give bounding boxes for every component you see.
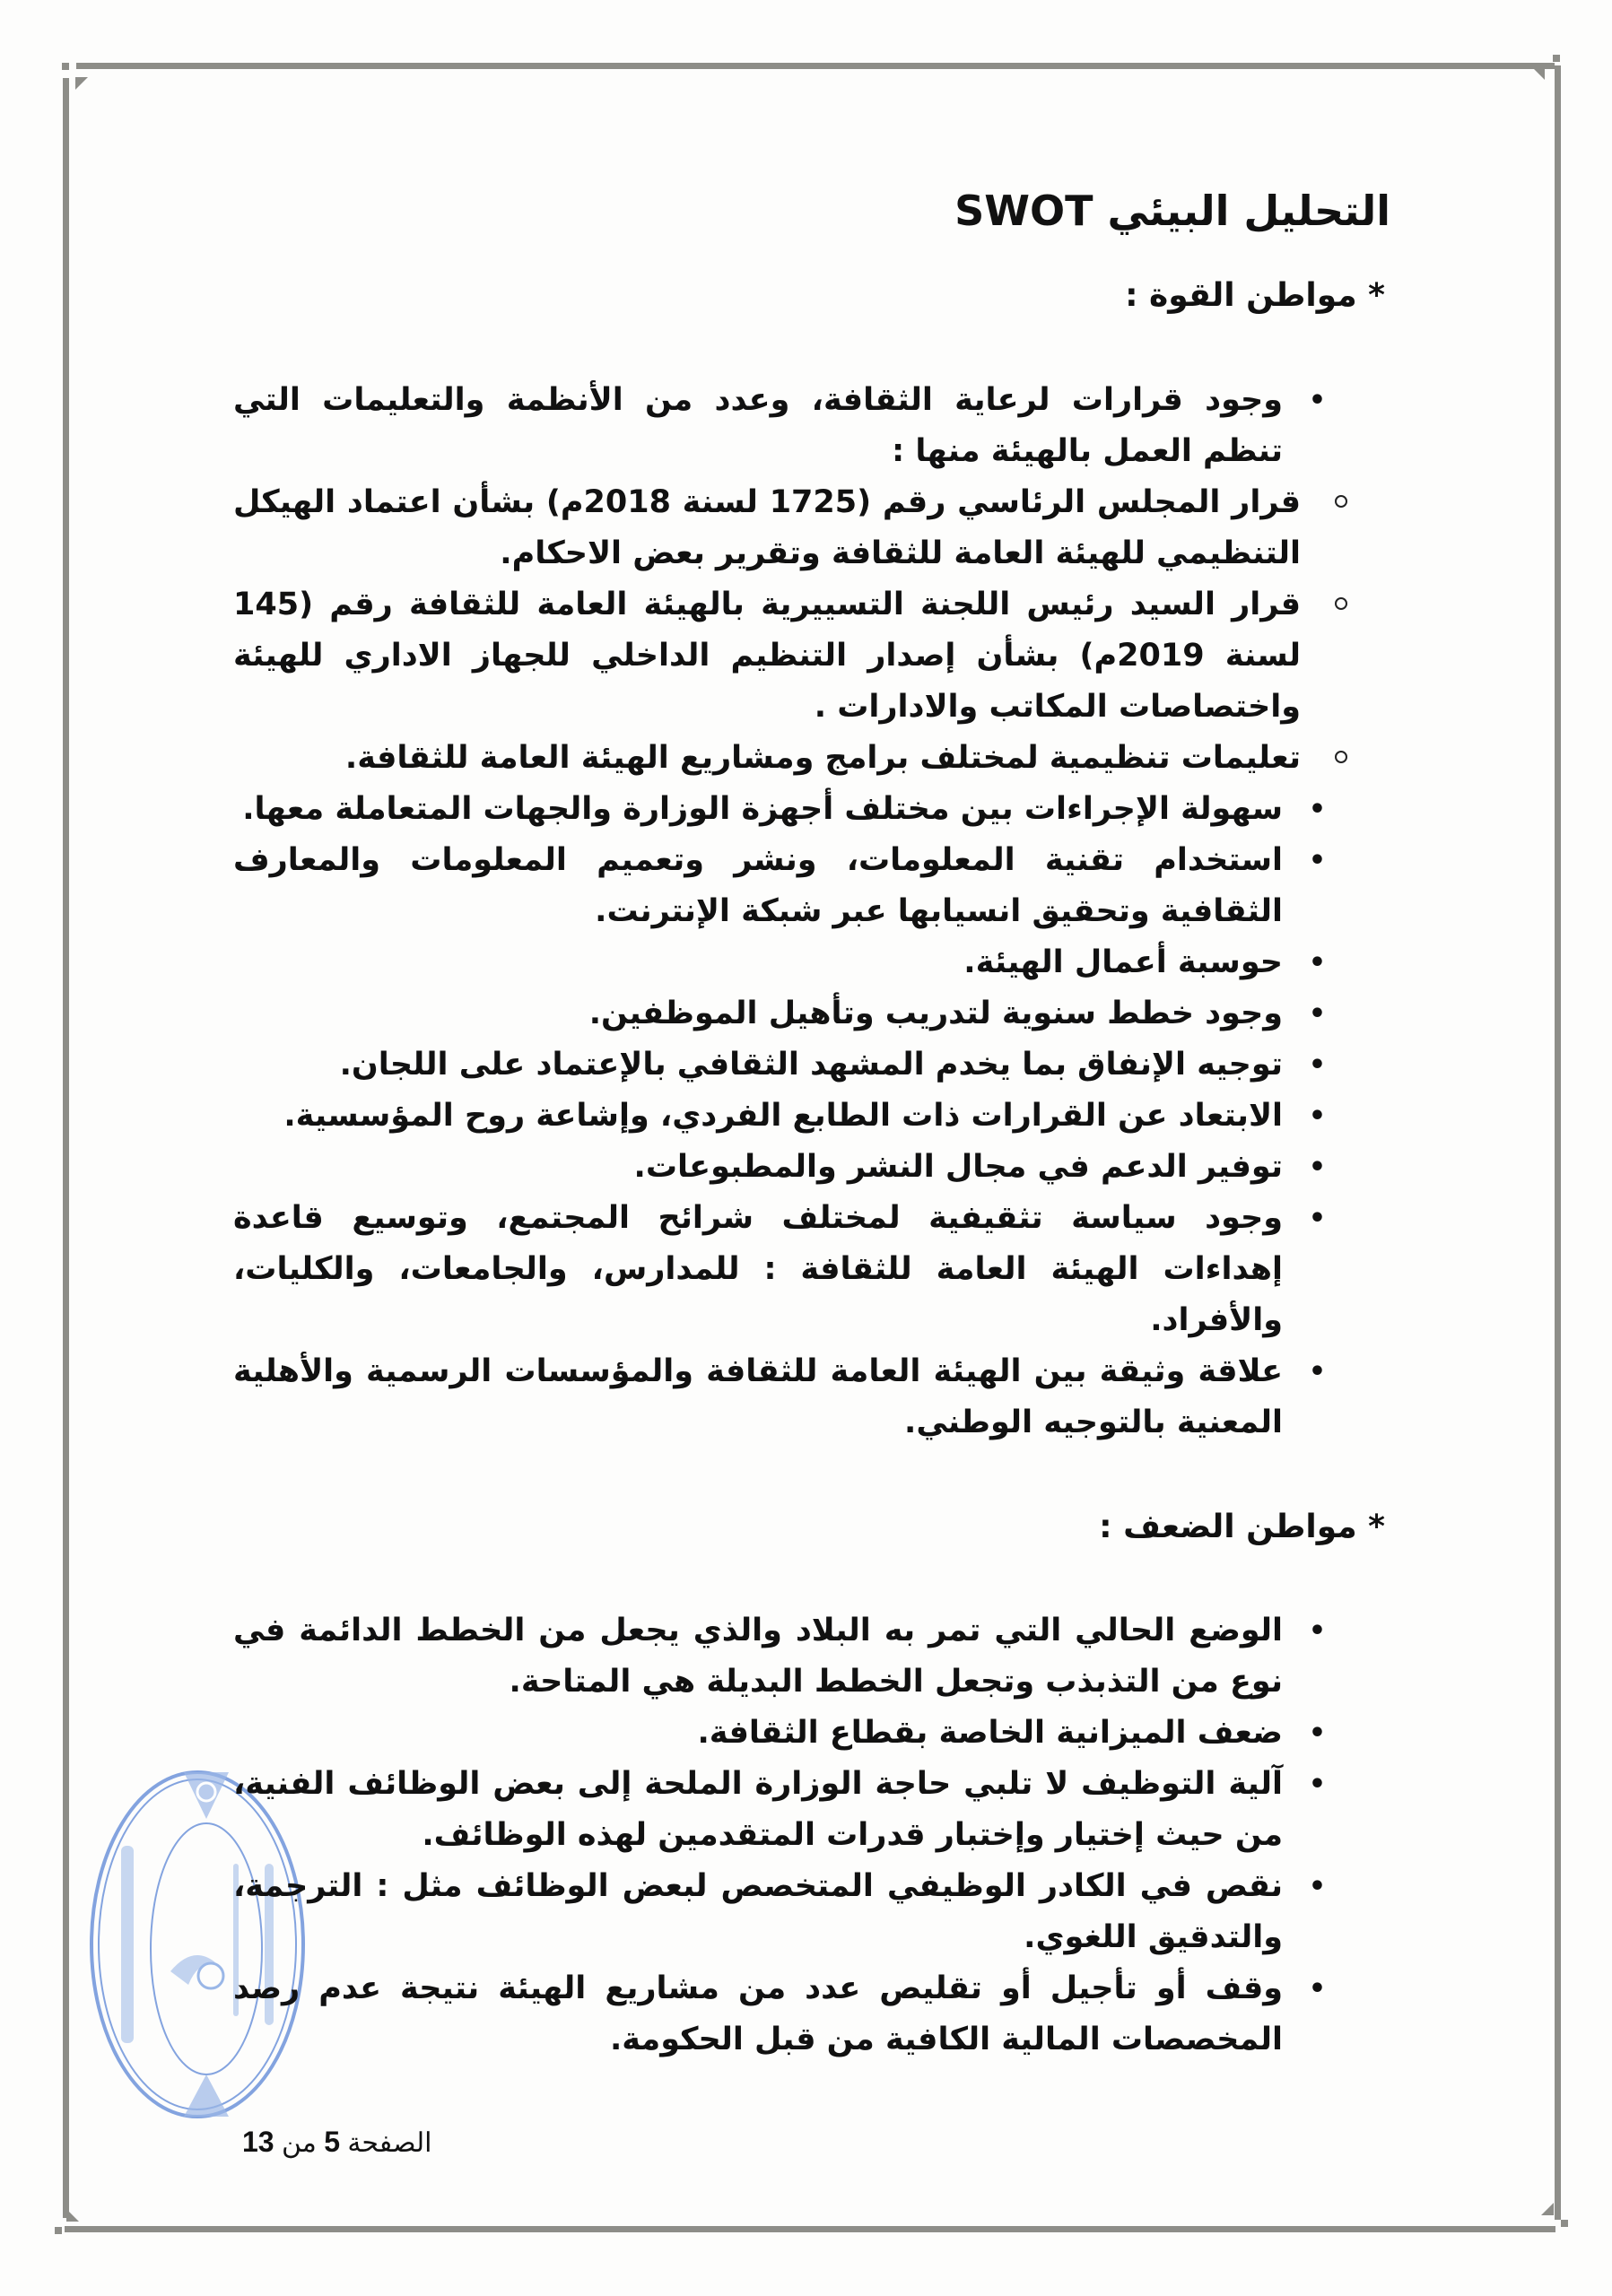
- strength-item-text: وجود قرارات لرعاية الثقافة، وعدد من الأنظمة والتعليمات التي تنظم العمل بالهيئة منها :: [233, 382, 1283, 469]
- hollow-bullet-icon: [1335, 597, 1347, 610]
- weakness-item: [233, 1861, 1390, 1963]
- strength-subitems-list: [233, 477, 1302, 784]
- strength-item: [233, 1346, 1390, 1448]
- strength-subitem-text: تعليمات تنظيمية لمختلف برامج ومشاريع الهيئة العامة للثقافة.: [344, 740, 1301, 776]
- weakness-item: [233, 1759, 1390, 1861]
- weakness-item: [233, 1963, 1390, 2066]
- strength-item: [233, 1091, 1390, 1142]
- document-title: التحليل البيئي SWOT: [954, 187, 1390, 235]
- strength-item: [233, 375, 1390, 784]
- strength-item-text: علاقة وثيقة بين الهيئة العامة للثقافة والمؤسسات الرسمية والأهلية المعنية بالتوجيه الوطني.: [233, 1353, 1283, 1440]
- bullet-icon: •: [1308, 998, 1326, 1030]
- strength-item-text: الابتعاد عن القرارات ذات الطابع الفردي، وإشاعة روح المؤسسية.: [283, 1098, 1283, 1134]
- border-corner-bottom-left: [55, 2227, 62, 2234]
- bullet-icon: •: [1308, 1100, 1326, 1132]
- weakness-item-text: نقص في الكادر الوظيفي المتخصص لبعض الوظائف مثل : الترجمة، والتدقيق اللغوي.: [233, 1868, 1283, 1955]
- hollow-bullet-icon: [1335, 751, 1347, 763]
- bullet-icon: •: [1308, 1152, 1326, 1183]
- strength-item: [233, 1039, 1390, 1091]
- weakness-item-text: وقف أو تأجيل أو تقليص عدد من مشاريع الهيئة نتيجة عدم رصد المخصصات المالية الكافية من قبل الحكومة.: [233, 1970, 1283, 2057]
- strength-item: [233, 988, 1390, 1039]
- strength-item-text: استخدام تقنية المعلومات، ونشر وتعميم المعلومات والمعارف الثقافية وتحقيق انسيابها عبر شبكة الإنترنت.: [233, 842, 1283, 929]
- weaknesses-list: [233, 1605, 1390, 2066]
- strengths-list: [233, 375, 1390, 1448]
- strength-subitem: [233, 579, 1390, 733]
- corner-ornament-bottom-left: [66, 2209, 79, 2222]
- bullet-icon: •: [1308, 1973, 1326, 2005]
- footer-current-page: 5: [324, 2126, 340, 2158]
- strength-item: [233, 835, 1390, 937]
- bullet-icon: •: [1308, 1769, 1326, 1800]
- footer-total-pages: 13: [242, 2126, 274, 2158]
- bullet-icon: •: [1308, 845, 1326, 876]
- weakness-item-text: الوضع الحالي التي تمر به البلاد والذي يجعل من الخطط الدائمة في نوع من التذبذب وتجعل الخطط البديلة هي المتاحة.: [233, 1613, 1283, 1700]
- strength-subitem: [233, 733, 1390, 784]
- page-border-top: [76, 63, 1555, 69]
- border-corner-top-left: [62, 63, 69, 70]
- strength-subitem: [233, 477, 1390, 579]
- strength-item-text: وجود خطط سنوية لتدريب وتأهيل الموظفين.: [588, 996, 1283, 1031]
- bullet-icon: •: [1308, 385, 1326, 416]
- weaknesses-heading: * مواطن الضعف :: [1099, 1509, 1385, 1545]
- footer-prefix: الصفحة: [347, 2128, 432, 2158]
- page-border-left: [63, 78, 69, 2218]
- strength-subitem-text: قرار السيد رئيس اللجنة التسييرية بالهيئة العامة للثقافة رقم (145 لسنة 2019م) بشأن إصدار التنظيم الداخلي للجهاز الاداري للهيئة واختصاصات المكاتب والادارات .: [233, 587, 1301, 725]
- strengths-heading: * مواطن القوة :: [1125, 277, 1385, 314]
- page-border-right: [1555, 65, 1561, 2220]
- bullet-icon: •: [1308, 1203, 1326, 1234]
- page-number-footer: [242, 2126, 431, 2159]
- bullet-icon: •: [1308, 1718, 1326, 1749]
- bullet-icon: •: [1308, 794, 1326, 825]
- bullet-icon: •: [1308, 1356, 1326, 1387]
- bullet-icon: •: [1308, 1049, 1326, 1081]
- strength-item: [233, 784, 1390, 835]
- strength-item-text: توفير الدعم في مجال النشر والمطبوعات.: [633, 1149, 1283, 1185]
- footer-of: من: [281, 2128, 317, 2158]
- bullet-icon: •: [1308, 1871, 1326, 1902]
- strength-item-text: توجيه الإنفاق بما يخدم المشهد الثقافي بالإعتماد على اللجان.: [339, 1047, 1283, 1083]
- corner-ornament-top-left: [75, 77, 88, 90]
- strength-item: [233, 1193, 1390, 1346]
- weakness-item-text: ضعف الميزانية الخاصة بقطاع الثقافة.: [697, 1715, 1283, 1751]
- border-corner-bottom-right: [1561, 2220, 1568, 2227]
- weakness-item: [233, 1708, 1390, 1759]
- border-corner-top-right: [1553, 55, 1560, 62]
- strength-item-text: سهولة الإجراءات بين مختلف أجهزة الوزارة والجهات المتعاملة معها.: [242, 791, 1283, 827]
- weakness-item-text: آلية التوظيف لا تلبي حاجة الوزارة الملحة إلى بعض الوظائف الفنية، من حيث إختيار وإختبار قدرات المتقدمين لهذه الوظائف.: [233, 1766, 1283, 1853]
- corner-ornament-top-right: [1532, 67, 1545, 80]
- strength-item: [233, 1142, 1390, 1193]
- bullet-icon: •: [1308, 1615, 1326, 1647]
- strength-item-text: حوسبة أعمال الهيئة.: [963, 944, 1283, 980]
- strength-subitem-text: قرار المجلس الرئاسي رقم (1725 لسنة 2018م) بشأن اعتماد الهيكل التنظيمي للهيئة العامة للثقافة وتقرير بعض الاحكام.: [233, 484, 1302, 571]
- weakness-item: [233, 1605, 1390, 1708]
- hollow-bullet-icon: [1335, 495, 1347, 508]
- page-border-bottom: [65, 2226, 1555, 2232]
- bullet-icon: •: [1308, 947, 1326, 978]
- strength-item-text: وجود سياسة تثقيفية لمختلف شرائح المجتمع، وتوسيع قاعدة إهداءات الهيئة العامة للثقافة : للمدارس، والجامعات، والكليات، والأفراد.: [233, 1200, 1283, 1338]
- corner-ornament-bottom-right: [1541, 2203, 1554, 2215]
- strength-item: [233, 937, 1390, 988]
